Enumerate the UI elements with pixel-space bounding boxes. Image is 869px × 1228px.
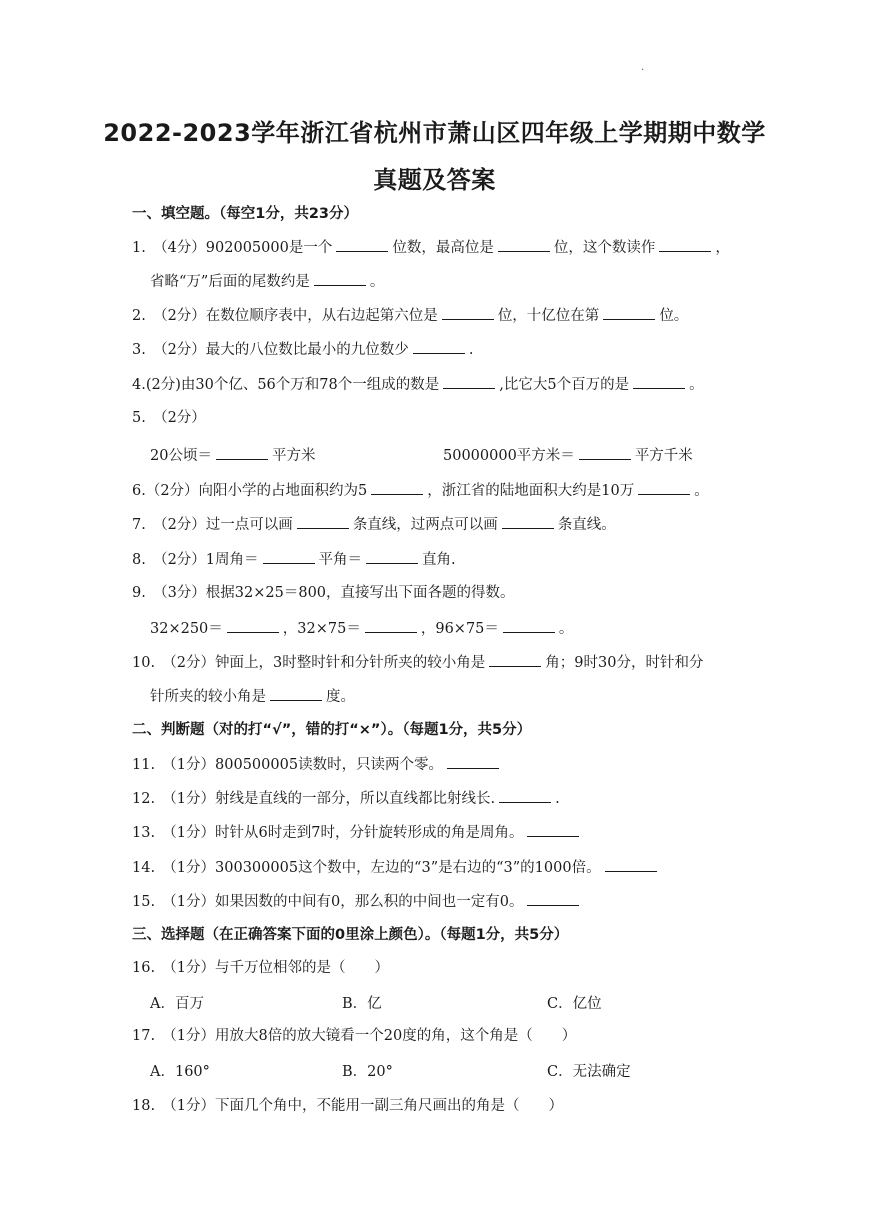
answer-blank[interactable] [489, 652, 541, 667]
answer-blank[interactable] [498, 237, 550, 252]
question-14 [132, 857, 752, 878]
question-3 [132, 339, 752, 360]
q12-text-b: . [555, 791, 560, 807]
question-10 [132, 652, 752, 673]
q16-option-a[interactable]: A．百万 [150, 996, 204, 1012]
q1-text-e: 省略“万”后面的尾数约是 [150, 274, 310, 290]
answer-blank[interactable] [443, 374, 495, 389]
answer-blank[interactable] [638, 480, 690, 495]
q10-text-a: 10. （2分）钟面上，3时整时针和分针所夹的较小角是 [132, 655, 486, 671]
answer-blank[interactable] [297, 514, 349, 529]
question-17: 17. （1分）用放大8倍的放大镜看一个20度的角，这个角是（ ） [132, 1028, 577, 1044]
question-8 [132, 549, 752, 570]
answer-blank[interactable] [314, 271, 366, 286]
q2-text-c: 位。 [659, 308, 689, 324]
answer-blank[interactable] [659, 237, 711, 252]
q5-text-e: 平方千米 [634, 448, 693, 464]
section-2-heading: 二、判断题（对的打“√”，错的打“×”）。（每题1分，共5分） [132, 722, 532, 738]
q12-text-a: 12. （1分）射线是直线的一部分，所以直线都比射线长. [132, 791, 496, 807]
question-5-part-1 [150, 444, 315, 465]
q4-text-b: ,比它大5个百万的是 [499, 377, 630, 393]
q9-text-c: ，32×75＝ [282, 621, 361, 637]
question-1-cont [150, 271, 770, 292]
q16-option-c[interactable]: C．亿位 [547, 996, 602, 1012]
question-15 [132, 891, 752, 912]
q5-text-a: 5. （2分） [132, 410, 206, 426]
answer-blank[interactable] [503, 618, 555, 633]
q4-text-a: 4.(2分)由30个亿、56个万和78个一组成的数是 [132, 377, 440, 393]
answer-blank[interactable] [336, 237, 388, 252]
q8-text-a: 8. （2分）1周角＝ [132, 552, 259, 568]
answer-blank[interactable] [447, 754, 499, 769]
question-6 [132, 480, 752, 501]
question-5 [132, 408, 752, 428]
q8-text-b: 平角＝ [318, 552, 363, 568]
q16-option-b[interactable]: B．亿 [342, 996, 382, 1012]
answer-blank[interactable] [605, 857, 657, 872]
title-line-1: 2022-2023学年浙江省杭州市萧山区四年级上学期期中数学 [103, 119, 766, 147]
q3-text-b: . [468, 342, 474, 358]
question-11 [132, 754, 752, 775]
section-1-heading: 一、填空题。（每空1分，共23分） [132, 206, 359, 222]
question-9 [132, 583, 752, 603]
q7-text-c: 条直线。 [557, 517, 616, 533]
answer-blank[interactable] [366, 549, 418, 564]
q1-text-f: 。 [369, 274, 385, 290]
answer-blank[interactable] [579, 445, 631, 460]
question-16: 16. （1分）与千万位相邻的是（ ） [132, 960, 390, 976]
q9-text-a: 9. （3分）根据32×25＝800，直接写出下面各题的得数。 [132, 585, 515, 601]
q1-text-b: 位数，最高位是 [392, 240, 494, 256]
q17-option-b[interactable]: B．20° [342, 1064, 393, 1080]
answer-blank[interactable] [442, 305, 494, 320]
q1-text-c: 位，这个数读作 [553, 240, 656, 256]
q9-text-d: ，96×75＝ [420, 621, 499, 637]
q2-text-b: 位，十亿位在第 [497, 308, 600, 324]
question-7 [132, 514, 752, 535]
question-2 [132, 305, 752, 326]
question-10-cont [150, 686, 770, 707]
answer-blank[interactable] [633, 374, 685, 389]
q6-text-b: ，浙江省的陆地面积大约是10万 [427, 483, 635, 499]
q1-text-d: ， [715, 240, 730, 256]
q6-text-a: 6.（2分）向阳小学的占地面积约为5 [132, 483, 368, 499]
answer-blank[interactable] [413, 339, 465, 354]
answer-blank[interactable] [603, 305, 655, 320]
title-line-2: 真题及答案 [373, 166, 496, 194]
answer-blank[interactable] [270, 686, 322, 701]
q5-text-d: 50000000平方米＝ [443, 448, 575, 464]
q1-text-a: 1. （4分）902005000是一个 [132, 240, 333, 256]
q10-text-d: 度。 [326, 689, 355, 705]
answer-blank[interactable] [263, 549, 315, 564]
answer-blank[interactable] [502, 514, 554, 529]
question-4 [132, 374, 752, 395]
question-18: 18. （1分）下面几个角中，不能用一副三角尺画出的角是（ ） [132, 1098, 564, 1114]
question-12 [132, 788, 752, 809]
q2-text-a: 2. （2分）在数位顺序表中，从右边起第六位是 [132, 308, 438, 324]
q7-text-b: 条直线，过两点可以画 [352, 517, 498, 533]
q4-text-c: 。 [689, 377, 704, 393]
q17-option-a[interactable]: A．160° [150, 1064, 210, 1080]
answer-blank[interactable] [527, 822, 579, 837]
question-1 [132, 237, 752, 258]
q15-text: 15. （1分）如果因数的中间有0，那么积的中间也一定有0。 [132, 894, 524, 910]
q10-text-b: 角；9时30分，时针和分 [545, 655, 704, 671]
answer-blank[interactable] [499, 788, 551, 803]
q17-option-c[interactable]: C．无法确定 [547, 1064, 631, 1080]
answer-blank[interactable] [365, 618, 417, 633]
q7-text-a: 7. （2分）过一点可以画 [132, 517, 293, 533]
q5-text-b: 20公顷＝ [150, 448, 212, 464]
question-5-part-2 [443, 444, 693, 465]
q9-text-b: 32×250＝ [150, 621, 223, 637]
answer-blank[interactable] [216, 445, 268, 460]
question-9-cont [150, 618, 770, 639]
answer-blank[interactable] [227, 618, 279, 633]
q6-text-c: 。 [694, 483, 709, 499]
q5-text-c: 平方米 [271, 448, 316, 464]
q10-text-c: 针所夹的较小角是 [150, 689, 266, 705]
q13-text: 13. （1分）时针从6时走到7时，分针旋转形成的角是周角。 [132, 825, 524, 841]
q11-text: 11. （1分）800500005读数时，只读两个零。 [132, 757, 444, 773]
q8-text-c: 直角. [422, 552, 456, 568]
answer-blank[interactable] [371, 480, 423, 495]
header-dot: . [641, 62, 645, 73]
answer-blank[interactable] [527, 891, 579, 906]
q14-text: 14. （1分）300300005这个数中，左边的“3”是右边的“3”的1000倍。 [132, 860, 601, 876]
q3-text-a: 3. （2分）最大的八位数比最小的九位数少 [132, 342, 409, 358]
question-13 [132, 822, 752, 843]
q9-text-e: 。 [558, 621, 574, 637]
section-3-heading: 三、选择题（在正确答案下面的0里涂上颜色）。（每题1分，共5分） [132, 927, 569, 943]
